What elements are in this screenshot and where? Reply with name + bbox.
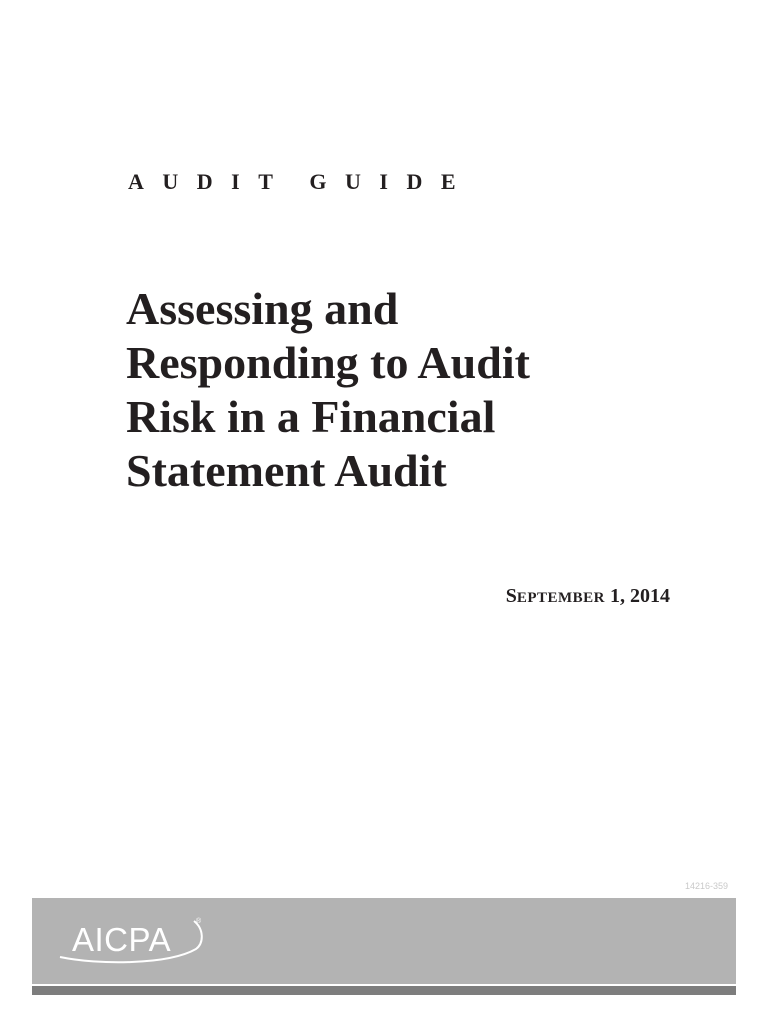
series-label-word-audit: AUDIT [128,169,292,194]
aicpa-logo-mark [58,913,208,967]
publication-date [506,583,670,611]
date-day-year: 1, 2014 [610,585,670,607]
date-initial: S [505,585,517,607]
title-line-1: Assessing and [126,283,399,334]
title-line-3: Risk in a Financial [126,391,496,442]
aicpa-logo-text: AICPA [72,921,172,958]
aicpa-logo [58,913,208,967]
title-line-4: Statement Audit [126,445,447,496]
series-label [128,168,474,196]
document-code: 14216-359 [684,881,728,891]
registered-mark: ® [196,918,202,925]
title-line-2: Responding to Audit [126,337,530,388]
date-month-rest: EPTEMBER [516,590,605,606]
footer-rule [32,986,736,995]
series-label-word-guide: GUIDE [309,169,475,194]
document-title [126,282,726,498]
